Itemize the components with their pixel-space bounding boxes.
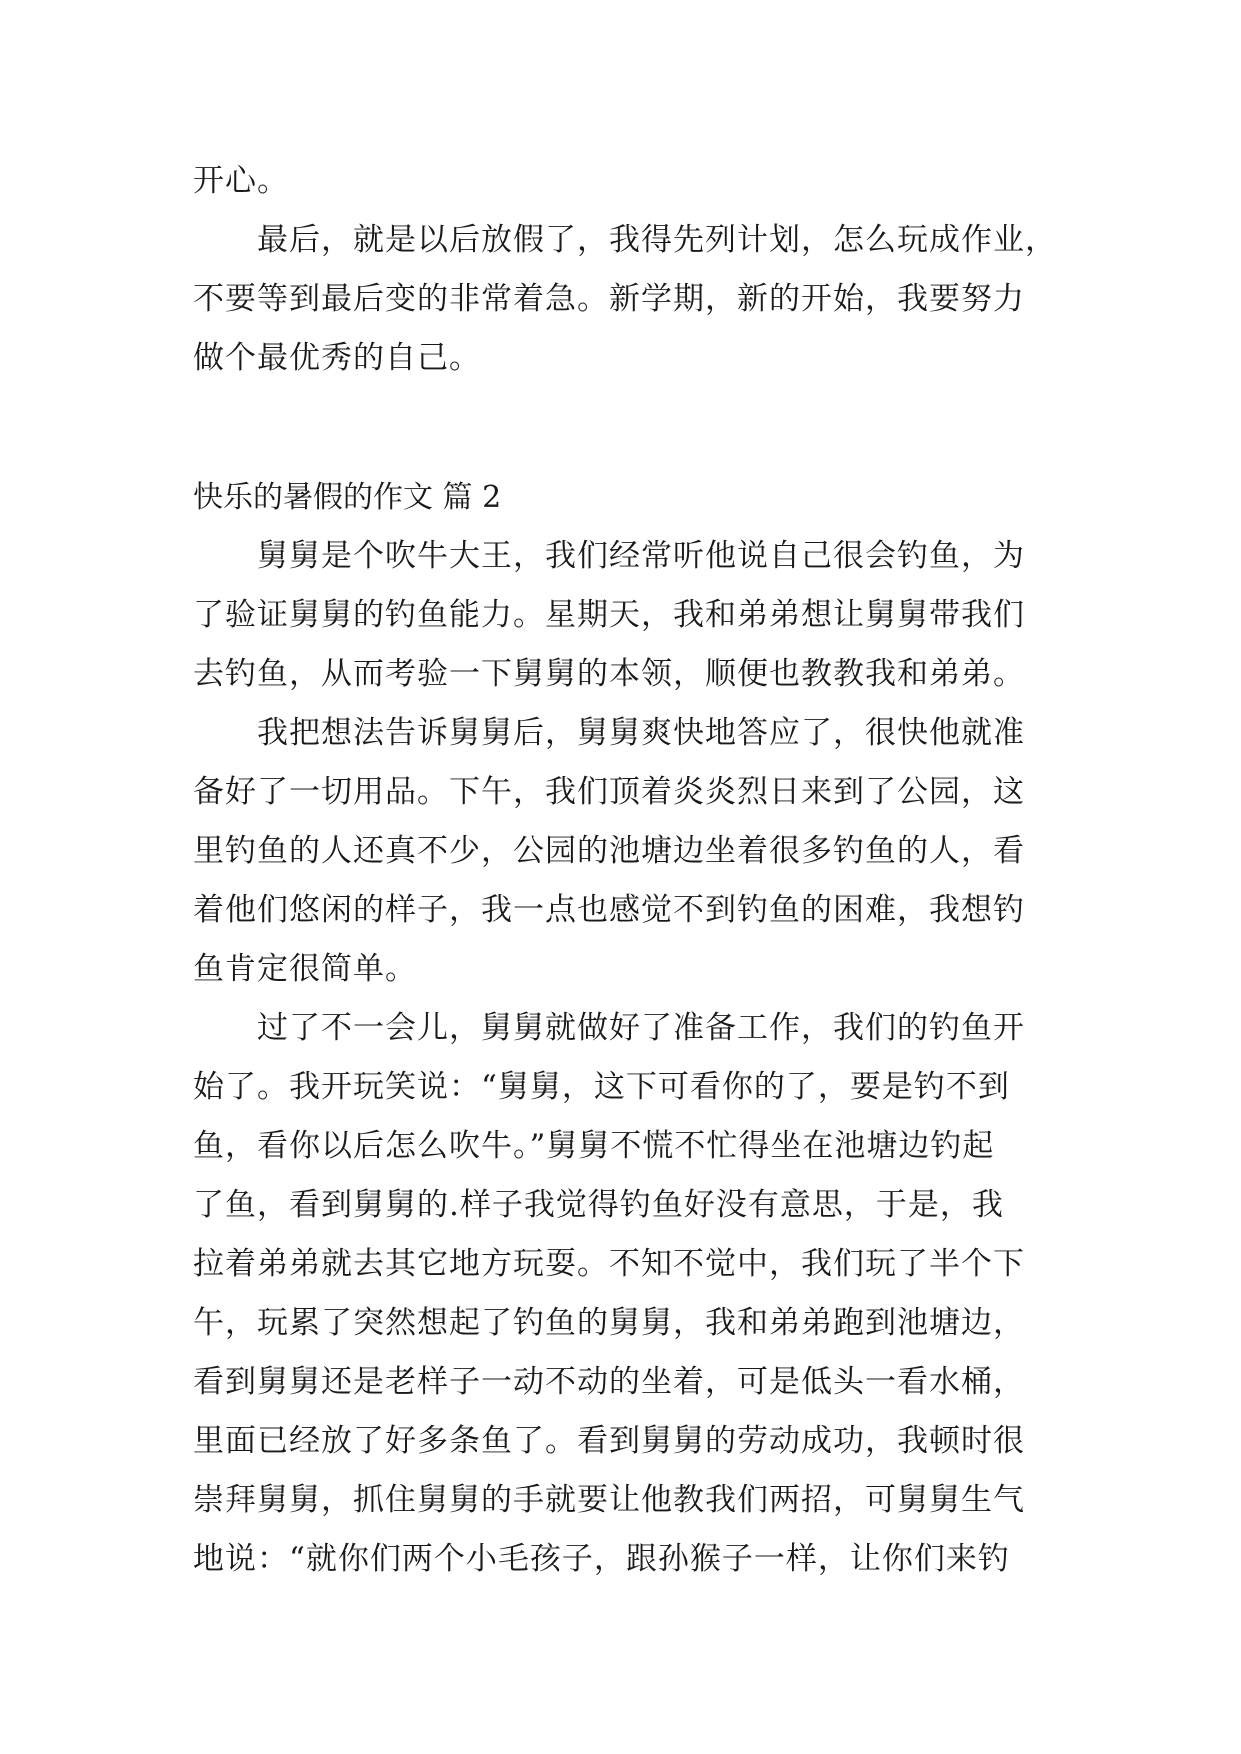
text-line: 我把想法告诉舅舅后，舅舅爽快地答应了，很快他就准: [193, 715, 1025, 751]
essay-text: [193, 152, 1073, 1589]
text-line: 崇拜舅舅，抓住舅舅的手就要让他教我们两招，可舅舅生气: [193, 1482, 1025, 1518]
text-line: 拉着弟弟就去其它地方玩耍。不知不觉中，我们玩了半个下: [193, 1246, 1025, 1282]
text-line: 了鱼，看到舅舅的.样子我觉得钓鱼好没有意思，于是，我: [193, 1187, 1004, 1223]
text-line: 不要等到最后变的非常着急。新学期，新的开始，我要努力: [193, 281, 1025, 317]
text-line: 舅舅是个吹牛大王，我们经常听他说自己很会钓鱼，为: [193, 538, 1025, 574]
text-line: 做个最优秀的自己。: [193, 340, 481, 376]
text-line: 始了。我开玩笑说：“舅舅，这下可看你的了，要是钓不到: [193, 1069, 1010, 1105]
text-line: 鱼肯定很简单。: [193, 951, 417, 987]
text-line: 着他们悠闲的样子，我一点也感觉不到钓鱼的困难，我想钓: [193, 892, 1025, 928]
text-line: 开心。: [193, 163, 289, 199]
text-line: 里钓鱼的人还真不少，公园的池塘边坐着很多钓鱼的人，看: [193, 833, 1025, 869]
text-line: 看到舅舅还是老样子一动不动的坐着，可是低头一看水桶，: [193, 1364, 1025, 1400]
text-line: 最后，就是以后放假了，我得先列计划，怎么玩成作业，: [193, 222, 1057, 258]
text-line: 备好了一切用品。下午，我们顶着炎炎烈日来到了公园，这: [193, 774, 1025, 810]
section-gap: [193, 388, 1073, 468]
text-line: 地说：“就你们两个小毛孩子，跟孙猴子一样，让你们来钓: [193, 1541, 1010, 1577]
text-line: 过了不一会儿，舅舅就做好了准备工作，我们的钓鱼开: [193, 1010, 1025, 1046]
text-line: 去钓鱼，从而考验一下舅舅的本领，顺便也教教我和弟弟。: [193, 656, 1025, 692]
text-line: 里面已经放了好多条鱼了。看到舅舅的劳动成功，我顿时很: [193, 1423, 1025, 1459]
section-heading: 快乐的暑假的作文 篇 2: [193, 480, 502, 515]
text-line: 午，玩累了突然想起了钓鱼的舅舅，我和弟弟跑到池塘边，: [193, 1305, 1025, 1341]
text-line: 了验证舅舅的钓鱼能力。星期天，我和弟弟想让舅舅带我们: [193, 597, 1025, 633]
text-line: 鱼，看你以后怎么吹牛。”舅舅不慌不忙得坐在池塘边钓起: [193, 1128, 995, 1164]
